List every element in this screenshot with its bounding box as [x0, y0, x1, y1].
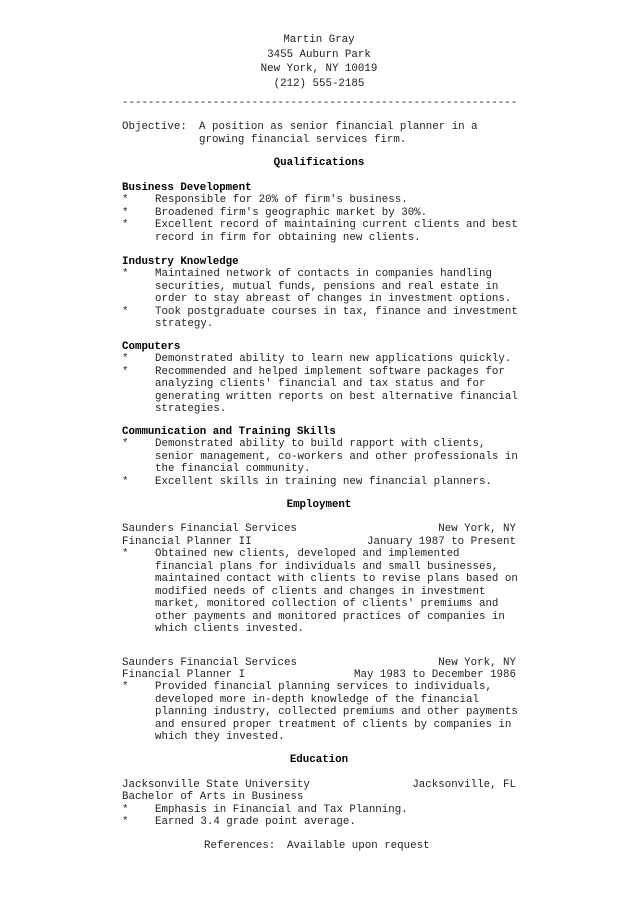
bullet-text: strategy.: [155, 318, 214, 330]
company-name: Saunders Financial Services: [122, 657, 297, 669]
job-dates: May 1983 to December 1986: [354, 669, 516, 681]
bullet: *: [122, 194, 129, 206]
bullet: *: [122, 366, 129, 378]
job-description-line: other payments and monitored practices of companies in: [155, 611, 505, 623]
job-description-line: modified needs of clients and changes in investment: [155, 586, 486, 598]
job-title-row: [122, 536, 516, 548]
job-description-line: developed more in-depth knowledge of the financial: [155, 694, 479, 706]
job-title: Financial Planner I: [122, 669, 246, 681]
phone-number: (212) 555-2185: [273, 78, 365, 90]
bullet: *: [122, 207, 129, 219]
job-description-line: market, monitored collection of clients' premiums and: [155, 598, 499, 610]
bullet-text: analyzing clients' financial and tax status and for: [155, 378, 486, 390]
job-header-row: [122, 657, 516, 669]
applicant-name: Martin Gray: [283, 34, 355, 46]
references-value: Available upon request: [287, 840, 430, 852]
bullet-text: Maintained network of contacts in companies handling: [155, 268, 492, 280]
objective-text-line: A position as senior financial planner in a: [199, 121, 478, 133]
education-heading: Education: [289, 754, 349, 766]
job-description-line: which clients invested.: [155, 623, 305, 635]
employment-heading: Employment: [286, 499, 352, 511]
bullet: *: [122, 476, 129, 488]
bullet: *: [122, 219, 129, 231]
bullet-text: securities, mutual funds, pensions and real estate in: [155, 281, 499, 293]
job-description-line: financial plans for individuals and small businesses,: [155, 561, 499, 573]
bullet-text: strategies.: [155, 403, 227, 415]
company-name: Saunders Financial Services: [122, 523, 297, 535]
bullet-text: the financial community.: [155, 463, 311, 475]
bullet: *: [122, 306, 129, 318]
job-location: New York, NY: [438, 523, 516, 535]
bullet-text: record in firm for obtaining new clients.: [155, 232, 421, 244]
bullet-text: Earned 3.4 grade point average.: [155, 816, 356, 828]
divider-rule: -------------------------------------------------------------: [122, 97, 518, 109]
bullet-text: Responsible for 20% of firm's business.: [155, 194, 408, 206]
bullet-text: Excellent skills in training new financial planners.: [155, 476, 492, 488]
computers-title: Computers: [122, 341, 181, 353]
bullet-text: generating written reports on best alternative financial: [155, 391, 518, 403]
bullet-text: Recommended and helped implement software packages for: [155, 366, 505, 378]
bullet-text: Demonstrated ability to build rapport with clients,: [155, 438, 486, 450]
bullet-text: Demonstrated ability to learn new applications quickly.: [155, 353, 512, 365]
bullet-text: Emphasis in Financial and Tax Planning.: [155, 804, 408, 816]
school-location: Jacksonville, FL: [412, 779, 516, 791]
bullet-text: Broadened firm's geographic market by 30%.: [155, 207, 428, 219]
job-description-line: which they invested.: [155, 731, 285, 743]
school-name: Jacksonville State University: [122, 779, 310, 791]
degree: Bachelor of Arts in Business: [122, 791, 304, 803]
job-title: Financial Planner II: [122, 536, 252, 548]
bullet-text: Excellent record of maintaining current clients and best: [155, 219, 518, 231]
job-description-line: planning industry, collected premiums and other payments: [155, 706, 518, 718]
bullet-text: senior management, co-workers and other professionals in: [155, 451, 518, 463]
city-address: New York, NY 10019: [260, 63, 378, 75]
communication-skills-title: Communication and Training Skills: [122, 426, 336, 438]
job-header-row: [122, 523, 516, 535]
industry-knowledge-title: Industry Knowledge: [122, 256, 239, 268]
job-dates: January 1987 to Present: [366, 536, 516, 548]
bullet: *: [122, 268, 129, 280]
references-label: References:: [204, 840, 276, 852]
bullet: *: [122, 681, 129, 693]
business-development-title: Business Development: [122, 182, 252, 194]
job-title-row: [122, 669, 516, 681]
street-address: 3455 Auburn Park: [267, 49, 371, 61]
job-description-line: Provided financial planning services to individuals,: [155, 681, 492, 693]
bullet-text: Took postgraduate courses in tax, finance and investment: [155, 306, 518, 318]
bullet-text: order to stay abreast of changes in investment options.: [155, 293, 512, 305]
job-location: New York, NY: [438, 657, 516, 669]
objective-label: Objective:: [122, 121, 187, 133]
school-row: [122, 779, 516, 791]
job-description-line: and ensured proper treatment of clients by companies in: [155, 719, 512, 731]
objective-text-line: growing financial services firm.: [199, 134, 407, 146]
bullet: *: [122, 548, 129, 560]
bullet: *: [122, 438, 129, 450]
bullet: *: [122, 804, 129, 816]
qualifications-heading: Qualifications: [273, 157, 365, 169]
bullet: *: [122, 816, 129, 828]
bullet: *: [122, 353, 129, 365]
job-description-line: Obtained new clients, developed and implemented: [155, 548, 460, 560]
job-description-line: maintained contact with clients to revise plans based on: [155, 573, 518, 585]
